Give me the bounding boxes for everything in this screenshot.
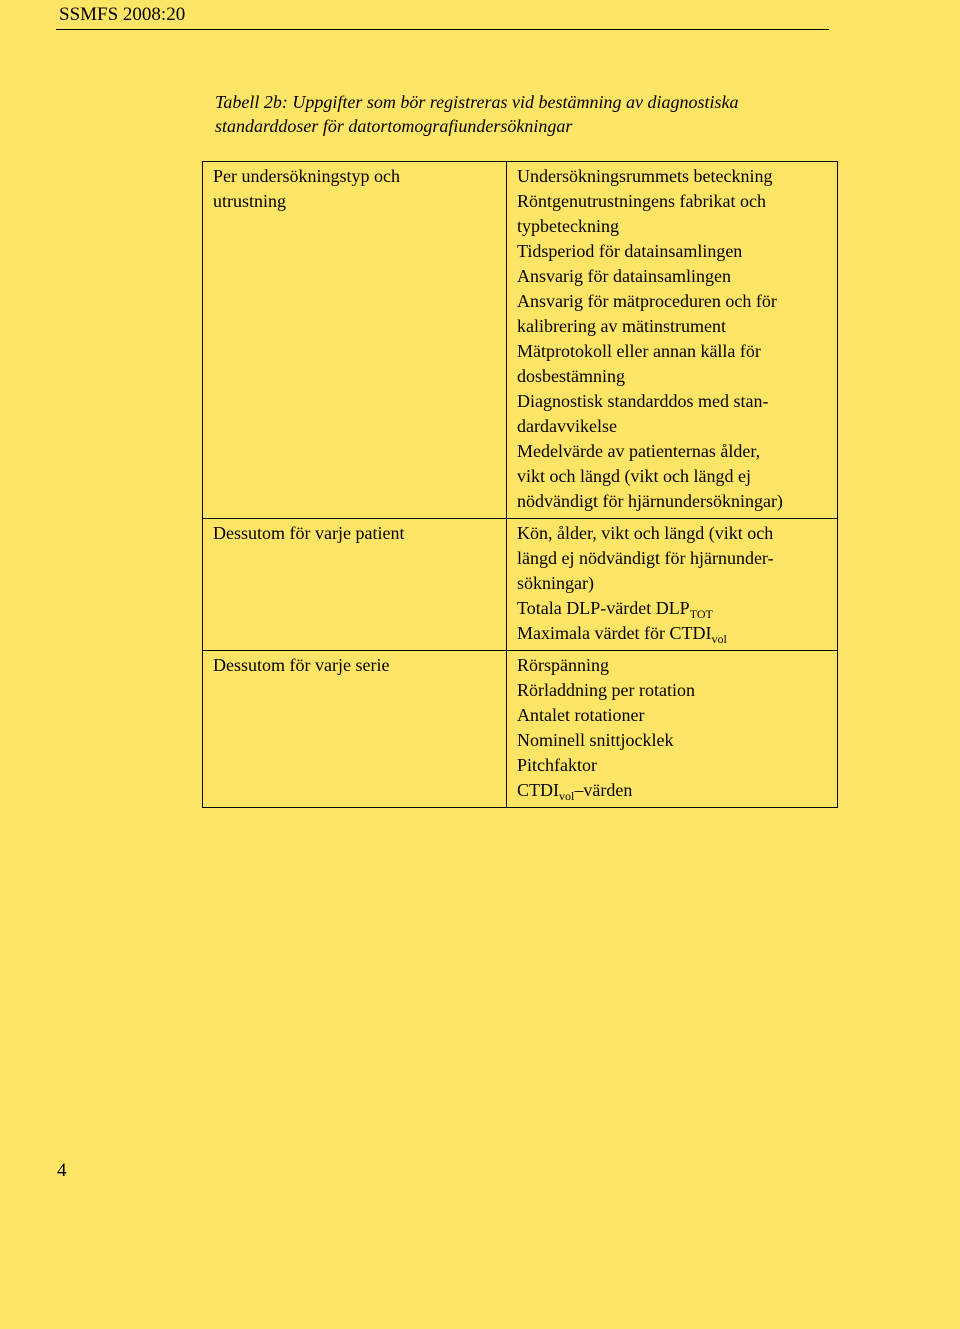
- list-item: Mätprotokoll eller annan källa för: [517, 341, 761, 361]
- row-items-cell: [507, 651, 838, 808]
- list-item: nödvändigt för hjärnundersökningar): [517, 491, 783, 511]
- ctdi-subscript: vol: [711, 632, 727, 646]
- list-item: Ansvarig för datainsamlingen: [517, 266, 731, 286]
- list-item: Undersökningsrummets beteckning: [517, 166, 773, 186]
- list-item: sökningar): [517, 573, 594, 593]
- list-item: Nominell snittjocklek: [517, 730, 674, 750]
- dlp-text: Totala DLP-värdet DLP: [517, 598, 690, 618]
- row-label-line: Dessutom för varje patient: [213, 523, 405, 543]
- table-row: [203, 519, 838, 651]
- row-label-cell: [203, 651, 507, 808]
- registration-table: [202, 161, 838, 808]
- list-item: längd ej nödvändigt för hjärnunder-: [517, 548, 774, 568]
- row-items-cell: [507, 519, 838, 651]
- ctdi-text: CTDI: [517, 780, 559, 800]
- page-header: [56, 0, 829, 30]
- list-item: Medelvärde av patienternas ålder,: [517, 441, 761, 461]
- row-label-cell: [203, 519, 507, 651]
- list-item: Rörspänning: [517, 655, 609, 675]
- list-item: Tidsperiod för datainsamlingen: [517, 241, 743, 261]
- table-caption: [215, 90, 855, 138]
- list-item: Röntgenutrustningens fabrikat och: [517, 191, 766, 211]
- list-item: dardavvikelse: [517, 416, 617, 436]
- list-item: Kön, ålder, vikt och längd (vikt och: [517, 523, 774, 543]
- list-item: typbeteckning: [517, 216, 619, 236]
- list-item: Pitchfaktor: [517, 755, 597, 775]
- caption-line-2: standarddoser för datortomografiundersökningar: [215, 116, 573, 136]
- list-item: Diagnostisk standarddos med stan-: [517, 391, 769, 411]
- table-row: [203, 162, 838, 519]
- ctdi-suffix: –värden: [574, 780, 633, 800]
- ctdi-text: Maximala värdet för CTDI: [517, 623, 712, 643]
- list-item: Ansvarig för mätproceduren och för: [517, 291, 777, 311]
- list-item: vikt och längd (vikt och längd ej: [517, 466, 751, 486]
- list-item: kalibrering av mätinstrument: [517, 316, 726, 336]
- caption-line-1: Tabell 2b: Uppgifter som bör registreras vid bestämning av diagnostiska: [215, 92, 739, 112]
- page-number: 4: [57, 1160, 67, 1181]
- header-title: SSMFS 2008:20: [59, 4, 186, 25]
- list-item-ctdi: [517, 621, 829, 646]
- list-item-ctdi-values: [517, 778, 829, 803]
- list-item: Antalet rotationer: [517, 705, 645, 725]
- list-item: Rörladdning per rotation: [517, 680, 695, 700]
- row-label-line: utrustning: [213, 191, 287, 211]
- dlp-subscript: TOT: [689, 607, 713, 621]
- row-label-line: Dessutom för varje serie: [213, 655, 390, 675]
- ctdi-subscript: vol: [559, 789, 575, 803]
- row-items-cell: [507, 162, 838, 519]
- table-row: [203, 651, 838, 808]
- list-item: dosbestämning: [517, 366, 625, 386]
- row-label-line: Per undersökningstyp och: [213, 166, 400, 186]
- row-label-cell: [203, 162, 507, 519]
- list-item-dlp: [517, 596, 829, 621]
